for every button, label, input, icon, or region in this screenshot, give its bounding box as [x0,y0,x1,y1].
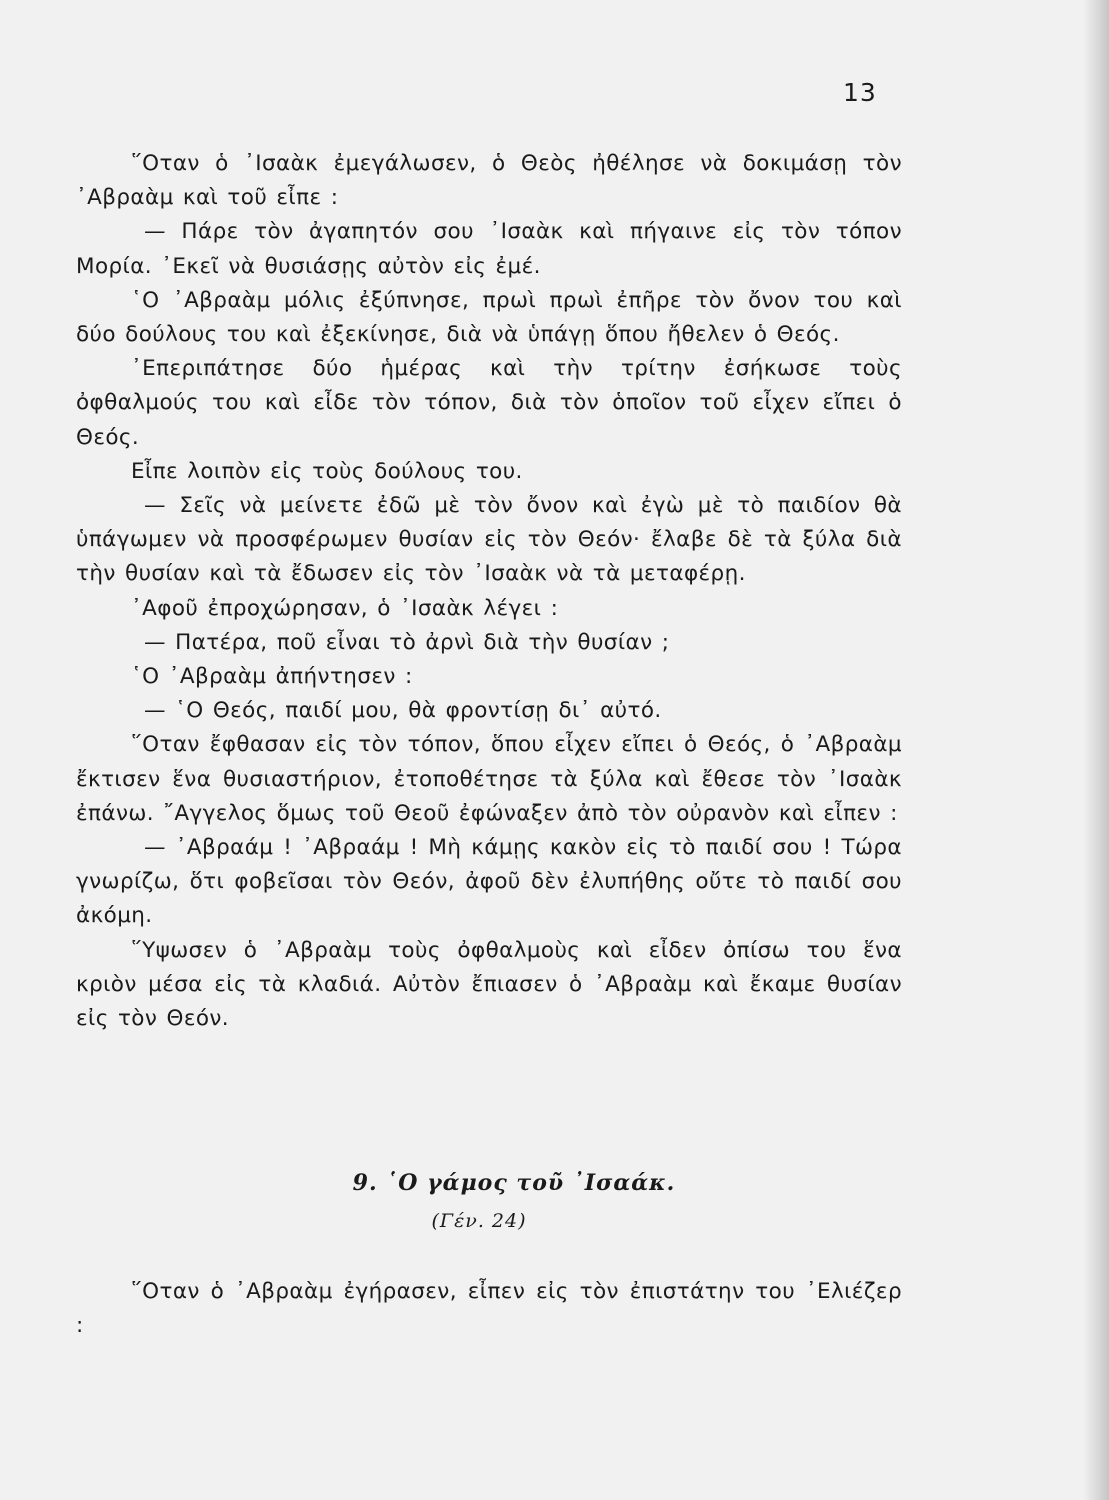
page-edge-shadow [1083,0,1109,1500]
paragraph: ῞Οταν ὁ ᾿Ισαὰκ ἐμεγάλωσεν, ὁ Θεὸς ἠθέλησε νὰ δοκιμάσῃ τὸν ᾿Αβραὰμ καὶ τοῦ εἶπε : [76,151,902,211]
dialogue-line: — ᾿Αβραάμ ! ᾿Αβραάμ ! Μὴ κάμῃς κακὸν εἰς τὸ παιδί σου ! Τώρα γνωρίζω, ὅτι φοβεῖσαι τὸν Θεόν, ἀφοῦ δὲν ἐλυπήθης οὔτε τὸ παιδί σου ἀκόμη. [76,835,902,929]
paragraph: ῞Υψωσεν ὁ ᾿Αβραὰμ τοὺς ὀφθαλμοὺς καὶ εἶδεν ὀπίσω του ἕνα κριὸν μέσα εἰς τὰ κλαδιά. Αὐτὸν ἔπιασεν ὁ ᾿Αβραὰμ καὶ ἔκαμε θυσίαν εἰς τὸν Θεόν. [76,937,902,1032]
section-heading [76,1170,902,1232]
section-reference: (Γέν. 24) [431,1210,527,1232]
paragraph: ῞Οταν ὁ ᾿Αβραὰμ ἐγήρασεν, εἶπεν εἰς τὸν ἐπιστάτην του ᾿Ελιέζερ : [76,1279,902,1339]
paragraph: ῾Ο ᾿Αβραὰμ μόλις ἐξύπνησε, πρωὶ πρωὶ ἐπῆρε τὸν ὄνον του καὶ δύο δούλους του καὶ ἐξεκίνησε, διὰ νὰ ὑπάγῃ ὅπου ἤθελεν ὁ Θεός. [76,287,902,348]
dialogue-line: — Πάρε τὸν ἀγαπητόν σου ᾿Ισαὰκ καὶ πήγαινε εἰς τὸν τόπον Μορία. ᾿Εκεῖ νὰ θυσιάσῃς αὐτὸν εἰς ἐμέ. [76,219,902,279]
page-number: 13 [843,78,877,107]
dialogue-line: — ῾Ο Θεός, παιδί μου, θὰ φροντίσῃ δι᾿ αὐτό. [144,698,662,724]
main-text [76,147,902,1036]
paragraph: ᾿Αφοῦ ἐπροχώρησαν, ὁ ᾿Ισαὰκ λέγει : [131,595,559,621]
section-title: 9. ῾Ο γάμος τοῦ ᾿Ισαάκ. [352,1170,676,1196]
dialogue-line: — Πατέρα, ποῦ εἶναι τὸ ἀρνὶ διὰ τὴν θυσίαν ; [144,629,670,655]
paragraph: Εἶπε λοιπὸν εἰς τοὺς δούλους του. [131,458,523,484]
paragraph: ῞Οταν ἔφθασαν εἰς τὸν τόπον, ὅπου εἶχεν εἴπει ὁ Θεός, ὁ ᾿Αβραὰμ ἔκτισεν ἕνα θυσιαστήριον, ἐτοποθέτησε τὰ ξύλα καὶ ἔθεσε τὸν ᾿Ισαὰκ ἐπάνω. ῎Αγγελος ὅμως τοῦ Θεοῦ ἐφώναξεν ἀπὸ τὸν οὐρανὸν καὶ εἶπεν : [76,732,902,826]
section-text [76,1275,902,1343]
paragraph: ῾Ο ᾿Αβραὰμ ἀπήντησεν : [131,664,413,690]
dialogue-line: — Σεῖς νὰ μείνετε ἐδῶ μὲ τὸν ὄνον καὶ ἐγὼ μὲ τὸ παιδίον θὰ ὑπάγωμεν νὰ προσφέρωμεν θυσίαν εἰς τὸν Θεόν· ἔλαβε δὲ τὰ ξύλα διὰ τὴν θυσίαν καὶ τὰ ἔδωσεν εἰς τὸν ᾿Ισαὰκ νὰ τὰ μεταφέρῃ. [76,493,902,587]
paragraph: ᾿Επεριπάτησε δύο ἡμέρας καὶ τὴν τρίτην ἐσήκωσε τοὺς ὀφθαλμούς του καὶ εἶδε τὸν τόπον, διὰ τὸν ὁποῖον τοῦ εἶχεν εἴπει ὁ Θεός. [76,356,902,450]
